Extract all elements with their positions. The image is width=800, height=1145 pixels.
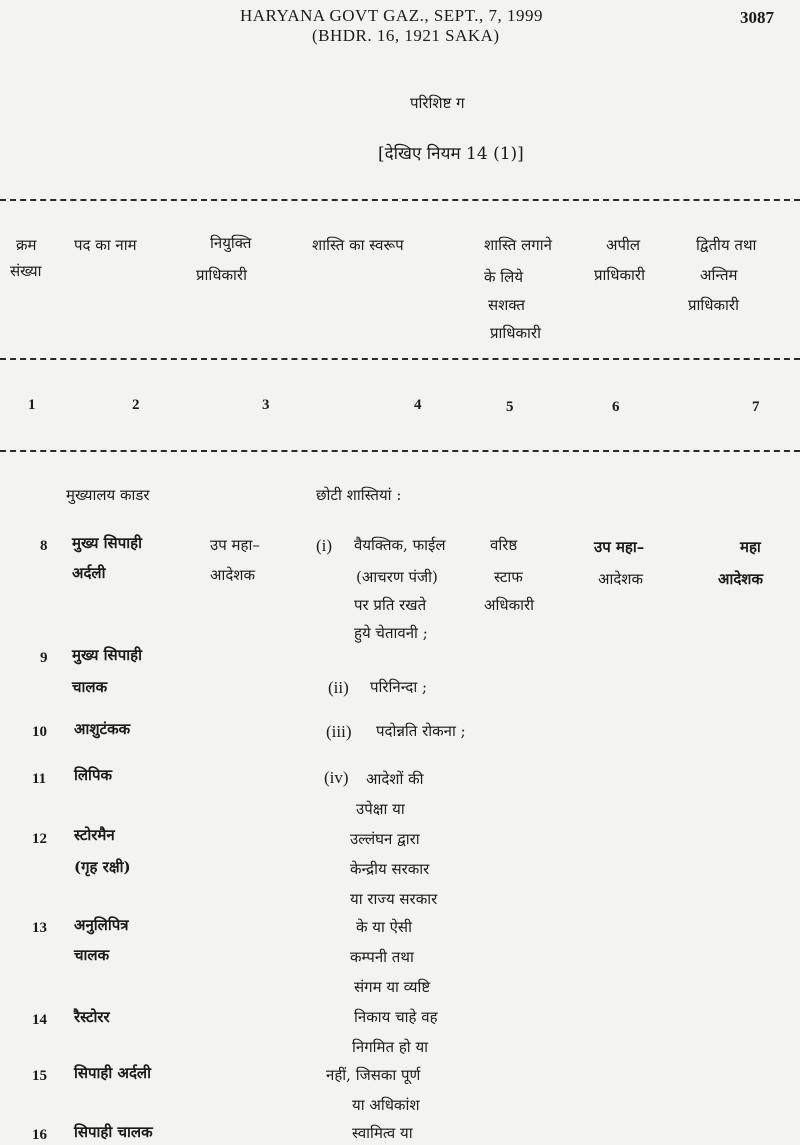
penalty-text: (आचरण पंजी) (356, 568, 438, 586)
post-name: लिपिक (74, 766, 112, 784)
col5-header-line4: प्राधिकारी (490, 324, 541, 342)
penalty-text: पदोन्नति रोकना ; (376, 722, 466, 740)
appointing-authority-line1: उप महा– (210, 536, 260, 554)
col-number-3: 3 (262, 397, 270, 413)
penalty-text: उल्लंघन द्वारा (350, 830, 420, 848)
post-name: मुख्य सिपाही (72, 534, 142, 552)
col5-header-line2: के लिये (484, 268, 524, 286)
penalty-text: उपेक्षा या (356, 800, 405, 818)
penalty-label: (ii) (328, 678, 349, 697)
col4-header: शास्ति का स्वरूप (312, 236, 404, 254)
header-bottom-rule (0, 358, 800, 360)
appeal-authority-line1: उप महा– (594, 538, 645, 556)
post-name: सिपाही अर्दली (74, 1064, 151, 1082)
penalty-text: नहीं, जिसका पूर्ण (326, 1066, 421, 1084)
post-name: रैस्टोरर (74, 1008, 110, 1026)
post-name: आशुटंकक (74, 720, 131, 738)
penalty-text: केन्द्रीय सरकार (350, 860, 430, 878)
final-authority-line2: आदेशक (718, 570, 764, 588)
penalty-text: संगम या व्यष्टि (354, 978, 431, 996)
col2-header: पद का नाम (74, 236, 137, 254)
gazette-header-line2: (BHDR. 16, 1921 SAKA) (312, 26, 500, 45)
col3-header-line1: नियुक्ति (210, 234, 252, 252)
row-number: 15 (32, 1068, 47, 1084)
col6-header-line1: अपील (606, 236, 641, 254)
penalty-text: हुये चेतावनी ; (354, 624, 428, 642)
penalty-label: (iv) (324, 768, 349, 787)
penalty-text: स्वामित्व या (352, 1124, 413, 1142)
penalty-text: के या ऐसी (356, 918, 412, 936)
appointing-authority-line2: आदेशक (210, 566, 256, 584)
col7-header-line2: अन्तिम (700, 266, 738, 284)
penalty-text: परिनिन्दा ; (370, 678, 428, 696)
appendix-reference: [देखिए नियम 14 (1)] (378, 144, 524, 164)
penalty-text: या अधिकांश (352, 1096, 420, 1114)
col5-header-line1: शास्ति लगाने (484, 236, 552, 254)
post-name: (गृह रक्षी) (74, 858, 131, 876)
empowered-authority-line2: स्टाफ (494, 568, 523, 586)
post-name: अनुलिपित्र (74, 916, 129, 934)
penalty-text: वैयक्तिक, फाईल (354, 536, 446, 554)
col1-header-line1: क्रम (16, 236, 37, 254)
col-number-2: 2 (132, 397, 140, 413)
post-name: सिपाही चालक (74, 1123, 153, 1141)
row-number: 12 (32, 831, 47, 847)
appeal-authority-line2: आदेशक (598, 570, 644, 588)
row-number: 13 (32, 920, 47, 936)
penalty-label: (i) (316, 536, 333, 555)
numbers-bottom-rule (0, 450, 800, 452)
col6-header-line2: प्राधिकारी (594, 266, 645, 284)
col-number-7: 7 (752, 399, 760, 415)
col7-header-line3: प्राधिकारी (688, 296, 739, 314)
penalty-label: (iii) (326, 722, 352, 741)
col3-header-line2: प्राधिकारी (196, 266, 247, 284)
final-authority-line1: महा (740, 538, 761, 556)
post-name: अर्दली (72, 564, 106, 582)
gazette-header-line1: HARYANA GOVT GAZ., SEPT., 7, 1999 (240, 6, 544, 25)
penalty-text: कम्पनी तथा (350, 948, 414, 966)
penalty-text: निकाय चाहे वह (354, 1008, 438, 1026)
col7-header-line1: द्वितीय तथा (696, 236, 757, 254)
col-number-4: 4 (414, 397, 422, 413)
cadre-heading: मुख्यालय काडर (66, 486, 150, 504)
row-number: 11 (32, 771, 47, 787)
col-number-5: 5 (506, 399, 514, 415)
post-name: मुख्य सिपाही (72, 646, 142, 664)
penalty-text: या राज्य सरकार (350, 890, 438, 908)
col5-header-line3: सशक्त (488, 296, 525, 314)
penalty-text: आदेशों की (366, 770, 424, 788)
page-number: 3087 (740, 8, 774, 27)
row-number: 14 (32, 1012, 47, 1028)
empowered-authority-line1: वरिष्ठ (490, 536, 518, 554)
empowered-authority-line3: अधिकारी (484, 596, 534, 614)
col-number-6: 6 (612, 399, 620, 415)
table-top-rule (0, 199, 800, 201)
post-name: स्टोरमैन (74, 826, 115, 844)
row-number: 10 (32, 724, 47, 740)
appendix-title: परिशिष्ट ग (410, 94, 465, 112)
row-number: 9 (40, 650, 48, 666)
post-name: चालक (74, 946, 110, 964)
col-number-1: 1 (28, 397, 36, 413)
penalty-text: निगमित हो या (352, 1038, 429, 1056)
post-name: चालक (72, 678, 108, 696)
row-number: 8 (40, 538, 48, 554)
col1-header-line2: संख्या (10, 262, 42, 280)
row-number: 16 (32, 1127, 47, 1143)
penalty-text: पर प्रति रखते (354, 596, 427, 614)
minor-penalties-heading: छोटी शास्तियां : (316, 486, 402, 504)
